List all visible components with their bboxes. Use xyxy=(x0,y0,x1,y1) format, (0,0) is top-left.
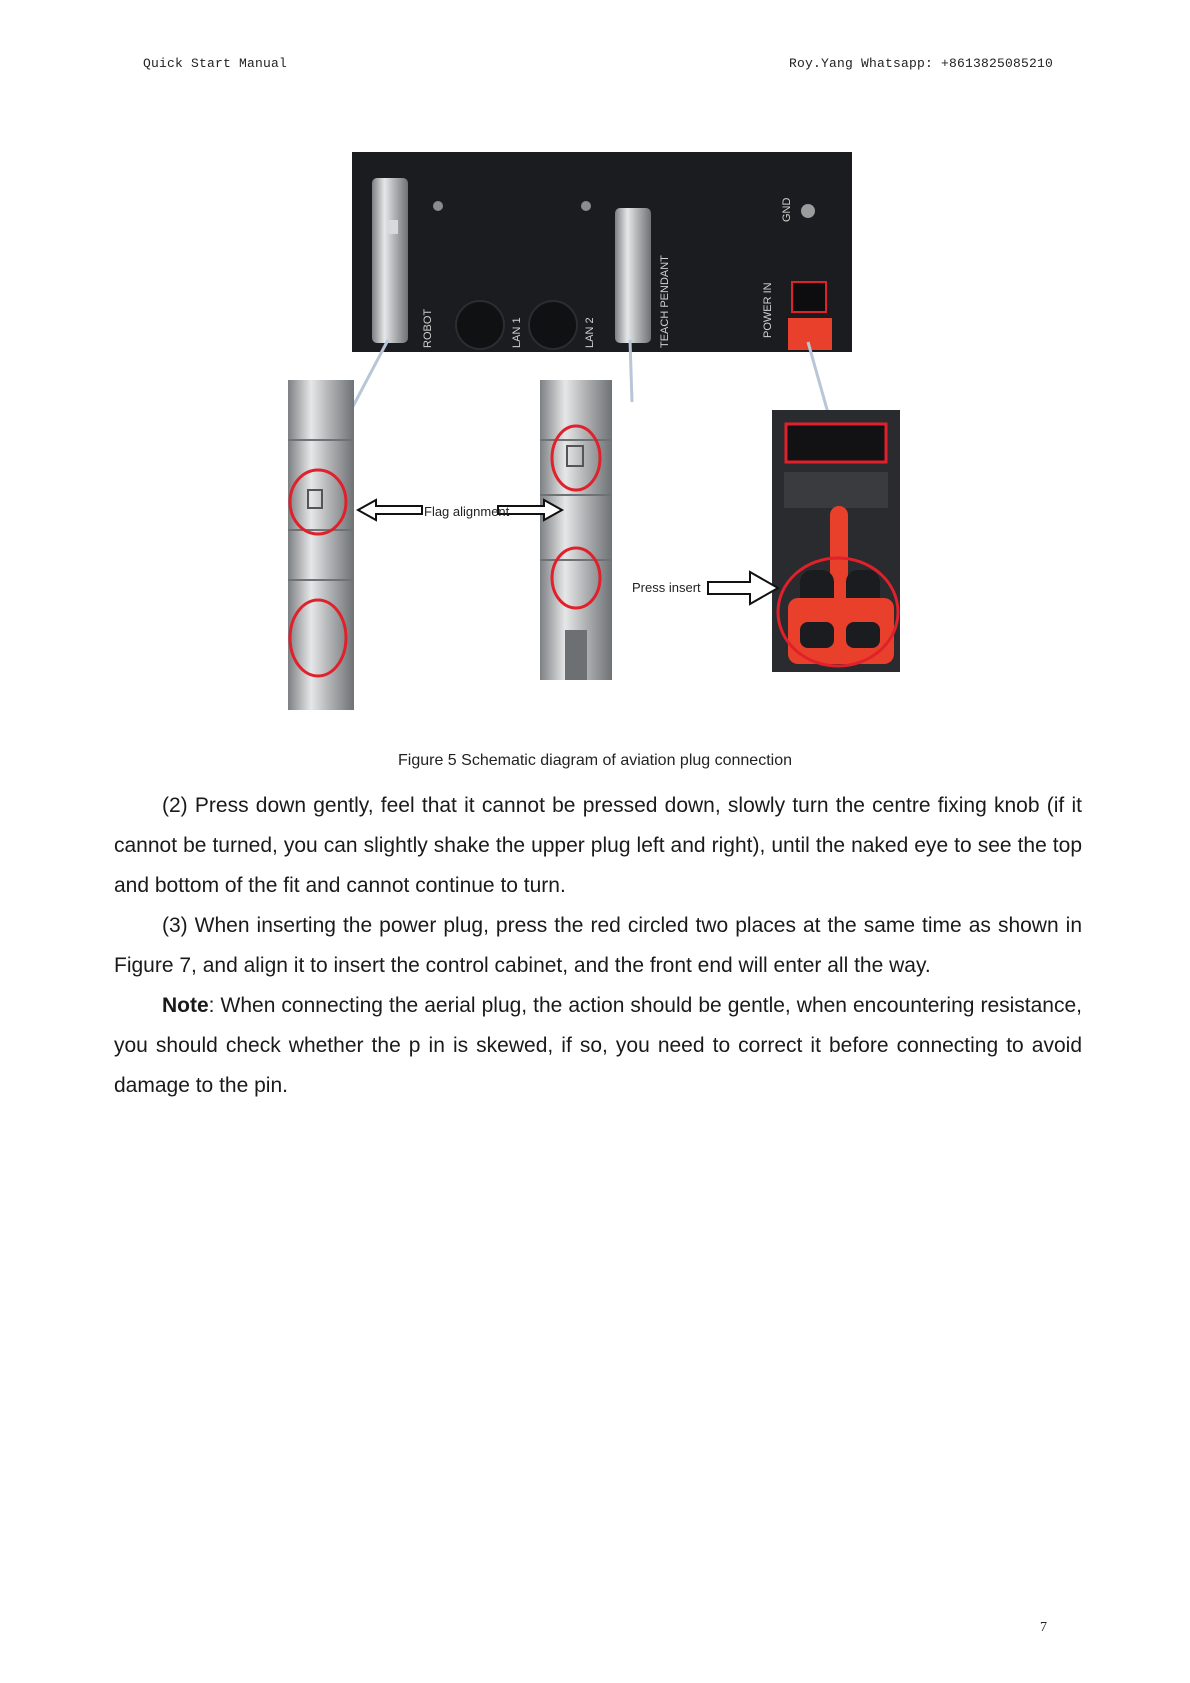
power-switch-icon xyxy=(792,282,826,312)
teach-pendant-plug-top xyxy=(615,208,651,343)
robot-plug-top xyxy=(372,178,408,343)
paragraph-step-2: (2) Press down gently, feel that it cannot be pressed down, slowly turn the centre fixing knob (if it cannot be turned, you can slightly shake the upper plug left and right), until the naked eye to see the top and bottom of the fit and cannot continue to turn. xyxy=(114,794,1082,897)
screw-icon xyxy=(433,201,443,211)
panel-label-teach-pendant: TEACH PENDANT xyxy=(659,255,671,348)
panel-label-gnd: GND xyxy=(781,197,793,222)
teach-pendant-plug-detail xyxy=(540,380,612,680)
note-label: Note xyxy=(162,994,209,1017)
callout-press-insert: Press insert xyxy=(632,580,701,595)
aviation-plug-figure xyxy=(280,150,970,720)
figure-caption: Figure 5 Schematic diagram of aviation plug connection xyxy=(398,752,792,769)
panel-label-power-in: POWER IN xyxy=(762,282,774,338)
flag-alignment-callout xyxy=(358,500,562,520)
panel-label-lan1: LAN 1 xyxy=(511,317,523,348)
lan2-cover xyxy=(529,301,577,349)
header-right: Roy.Yang Whatsapp: +8613825085210 xyxy=(788,56,1053,71)
page-number: 7 xyxy=(1040,1620,1047,1635)
power-plug-detail xyxy=(772,410,900,672)
header-left: Quick Start Manual xyxy=(143,56,288,71)
callout-flag-alignment: Flag alignment xyxy=(424,504,510,519)
panel-label-robot: ROBOT xyxy=(422,308,434,348)
note-text: : When connecting the aerial plug, the action should be gentle, when encountering resistance, you should check whether the p in is skewed, if so, you need to correct it before connecting to avoid damage to the pin. xyxy=(114,994,1082,1097)
paragraph-step-3: (3) When inserting the power plug, press the red circled two places at the same time as shown in Figure 7, and align it to insert the control cabinet, and the front end will enter all the way. xyxy=(114,914,1082,977)
robot-plug-detail xyxy=(288,380,354,710)
body-text xyxy=(114,786,1082,1106)
panel-label-lan2: LAN 2 xyxy=(584,317,596,348)
gnd-screw-icon xyxy=(801,204,815,218)
screw-icon xyxy=(581,201,591,211)
paragraph-note xyxy=(114,986,1082,1106)
press-insert-callout xyxy=(632,572,778,604)
lan1-cover xyxy=(456,301,504,349)
